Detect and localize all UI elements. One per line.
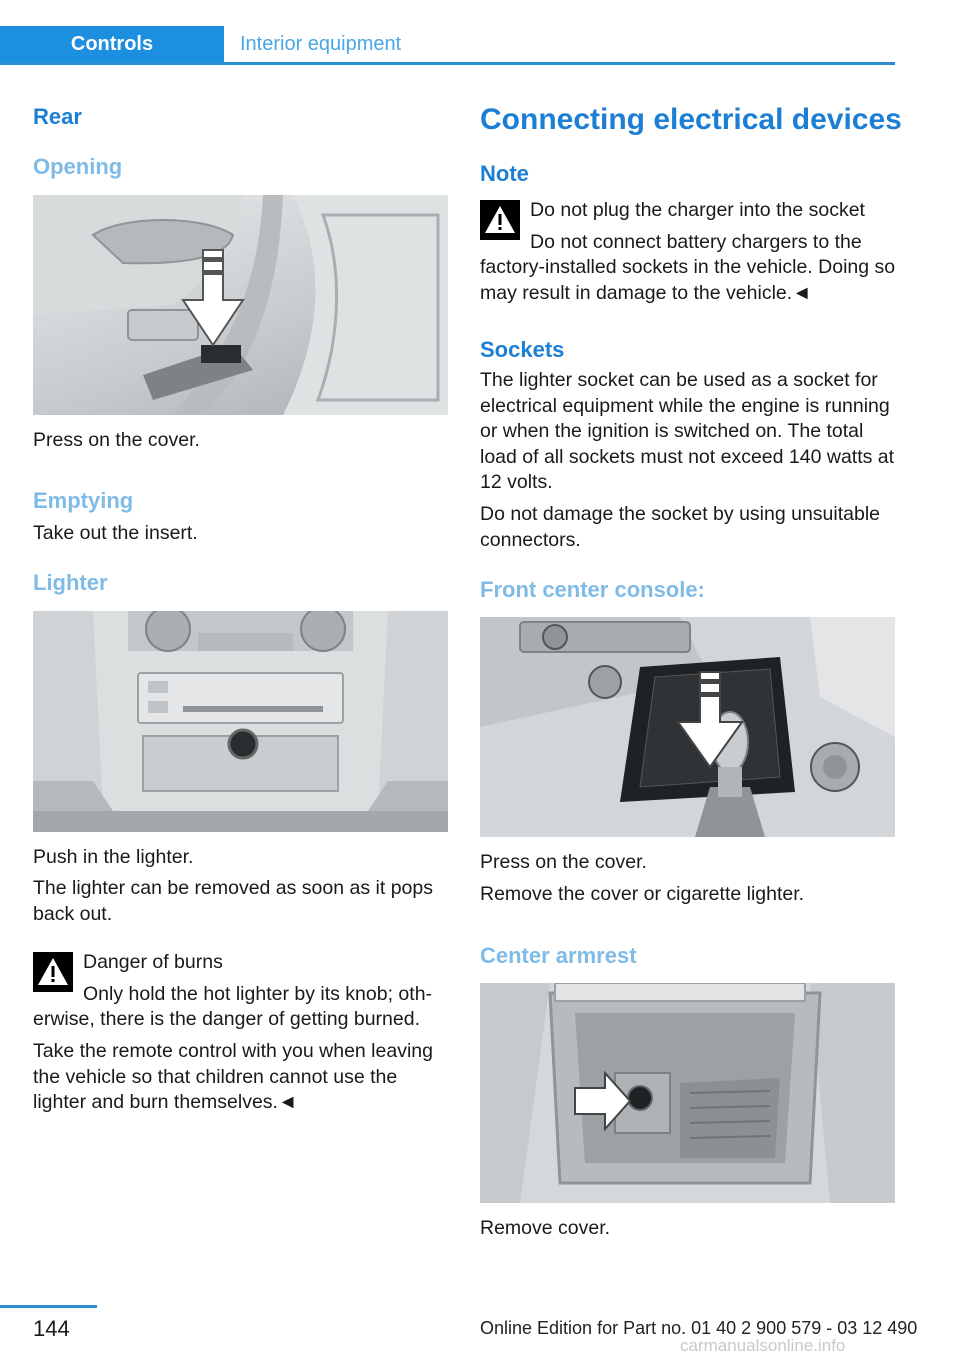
warning-text-remote: Take the remote control with you when leaving the vehicle so that children cannot use the lighter and burn themselves.◄ [33,1040,433,1113]
front-console-caption-1: Press on the cover. [480,851,647,873]
heading-center-armrest: Center armrest [480,943,637,968]
note-text-line2: factory-installed sockets in the vehicle. Doing so may result in damage to the vehicle.◄ [480,256,896,304]
lighter-step-1: Push in the lighter. [33,846,194,868]
heading-opening: Opening [33,154,123,179]
warning-text-line1: Only hold the hot lighter by its knob; oth- [83,983,433,1005]
figure-center-armrest [480,983,895,1203]
note-warning-title: Do not plug the charger into the socket [530,199,865,221]
heading-emptying: Emptying [33,488,134,513]
warning-triangle-icon [33,952,73,992]
page-header [0,26,895,65]
warning-triangle-icon [480,200,520,240]
warning-text-line2: erwise, there is the danger of getting burned. [33,1008,420,1030]
warning-title-burns: Danger of burns [83,951,223,973]
footer-divider [0,1305,97,1308]
lighter-step-2: The lighter can be removed as soon as it pops back out. [33,877,433,925]
front-console-caption-2: Remove the cover or cigarette lighter. [480,883,805,905]
section-tab-controls[interactable]: Controls [0,26,224,62]
heading-front-center-console: Front center console: [480,577,705,602]
sockets-text-2: Do not damage the socket by using unsuitable connectors. [480,503,881,551]
emptying-text: Take out the insert. [33,522,198,544]
page-number: 144 [33,1316,70,1341]
sockets-text-1: The lighter socket can be used as a socket for electrical equipment while the engine is running or when the ignition is switched on. The total load of all sockets must not exceed 140 watts at 12 volts. [480,369,895,493]
heading-sockets: Sockets [480,337,565,362]
footer-edition-text: Online Edition for Part no. 01 40 2 900 579 - 03 12 490 [480,1318,918,1338]
heading-lighter: Lighter [33,570,108,595]
heading-connecting-electrical-devices: Connecting electrical devices [480,103,902,136]
section-tab-interior-equipment[interactable]: Interior equipment [240,32,402,55]
watermark-text: carmanualsonline.info [680,1336,846,1355]
opening-caption: Press on the cover. [33,429,200,451]
figure-rear-lighter [33,611,448,832]
armrest-caption: Remove cover. [480,1217,611,1239]
heading-note: Note [480,161,529,186]
heading-rear: Rear [33,104,82,129]
figure-rear-door-ashtray [33,195,448,415]
note-text-line1: Do not connect battery chargers to the [530,231,862,253]
figure-front-center-console [480,617,895,837]
